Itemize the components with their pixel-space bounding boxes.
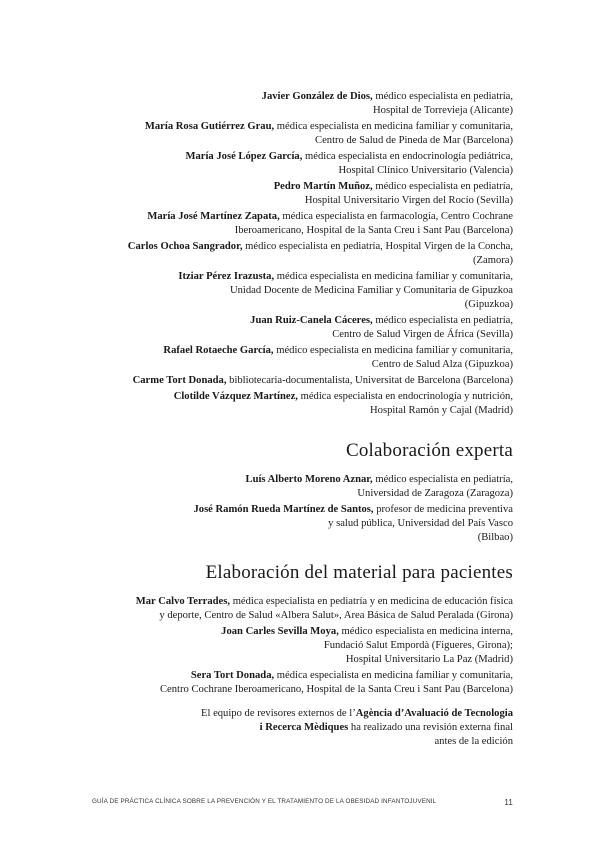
patient-material-heading: Elaboración del material para pacientes [205, 562, 513, 583]
contributor-name: Carlos Ochoa Sangrador, [127, 241, 243, 252]
patient-material-list [92, 595, 513, 697]
contributor-entry [92, 669, 513, 697]
contributor-affiliation: médica especialista en farmacología, Centro Cochrane [282, 211, 513, 222]
contributor-name: María José Martínez Zapata, [147, 211, 280, 222]
contributor-affiliation: bibliotecaria-documentalista, Universitat de Barcelona (Barcelona) [229, 375, 513, 386]
contributor-entry [92, 314, 513, 342]
contributor-affiliation: Hospital Universitario Virgen del Rocío (Sevilla) [304, 195, 513, 206]
contributor-name: Luís Alberto Moreno Aznar, [245, 474, 373, 485]
page-number: 11 [504, 798, 513, 807]
contributor-affiliation: médico especialista en pediatría, [375, 91, 513, 102]
review-organization-name-cont: i Recerca Mèdiques [259, 722, 349, 733]
contributor-affiliation: y deporte, Centro de Salud «Albera Salut», Area Básica de Salud Peralada (Girona) [159, 610, 513, 621]
contributor-entry [92, 90, 513, 118]
contributor-affiliation: Hospital Clínico Universitario (Valencia) [338, 165, 513, 176]
contributor-affiliation: médico especialista en medicina interna, [341, 626, 513, 637]
page-footer [92, 798, 513, 807]
contributor-entry [92, 120, 513, 148]
contributor-entry [92, 240, 513, 268]
contributor-affiliation: profesor de medicina preventiva [376, 504, 513, 515]
contributor-name: Clotilde Vázquez Martínez, [173, 391, 298, 402]
contributor-affiliation: médica especialista en medicina familiar y comunitaria, [276, 121, 513, 132]
contributor-affiliation: (Bilbao) [477, 532, 513, 543]
contributor-name: Itziar Pérez Irazusta, [178, 271, 275, 282]
contributor-entry [92, 503, 513, 545]
contributor-affiliation: Hospital de Torrevieja (Alicante) [373, 105, 513, 116]
contributor-name: Joan Carles Sevilla Moya, [221, 626, 339, 637]
contributor-name: Carme Tort Donada, [132, 375, 227, 386]
contributor-name: Rafael Rotaeche García, [163, 345, 274, 356]
contributor-name: Sera Tort Donada, [190, 670, 275, 681]
contributor-entry [92, 270, 513, 312]
expert-list [92, 473, 513, 545]
contributor-affiliation: médica especialista en endocrinología y nutrición, [300, 391, 513, 402]
contributor-affiliation: Hospital Ramón y Cajal (Madrid) [370, 405, 513, 416]
contributor-affiliation: médica especialista en medicina familiar y comunitaria, [276, 271, 513, 282]
contributor-affiliation: médico especialista en pediatría, Hospital Virgen de la Concha, [245, 241, 513, 252]
external-review-note: El equipo de revisores externos de l’Agència d’Avaluació de Tecnologia i Recerca Mèdiques ha realizado una revisión externa final antes de la edición [201, 708, 513, 747]
contributor-entry [92, 473, 513, 501]
contributor-affiliation: (Zamora) [473, 255, 513, 266]
contributor-entry [92, 150, 513, 178]
contributor-entry [92, 390, 513, 418]
contributor-affiliation: médica especialista en medicina familiar y comunitaria, [276, 670, 513, 681]
contributor-entry [92, 374, 513, 388]
contributor-affiliation: Universidad de Zaragoza (Zaragoza) [357, 488, 513, 499]
contributor-affiliation: Centro de Salud Alza (Gipuzkoa) [371, 359, 513, 370]
contributor-name: José Ramón Rueda Martínez de Santos, [193, 504, 374, 515]
contributor-affiliation: médico especialista en medicina familiar y comunitaria, [276, 345, 513, 356]
running-title: GUÍA DE PRÁCTICA CLÍNICA SOBRE LA PREVENCIÓN Y EL TRATAMIENTO DE LA OBESIDAD INFANTOJUVENIL [92, 798, 437, 805]
contributor-affiliation: médico especialista en pediatría, [375, 181, 513, 192]
contributor-affiliation: médica especialista en endocrinología pediátrica, [305, 151, 513, 162]
contributor-affiliation: Hospital Universitario La Paz (Madrid) [345, 654, 513, 665]
contributor-entry [92, 180, 513, 208]
contributor-affiliation: Centro de Salud de Pineda de Mar (Barcelona) [315, 135, 513, 146]
contributor-entry [92, 625, 513, 667]
contributor-affiliation: (Gipuzkoa) [464, 299, 513, 310]
contributor-name: María Rosa Gutiérrez Grau, [144, 121, 275, 132]
contributor-affiliation: Unidad Docente de Medicina Familiar y Comunitaria de Gipuzkoa [229, 285, 513, 296]
expert-collaboration-heading: Colaboración experta [345, 440, 513, 461]
contributor-affiliation: Centro Cochrane Iberoamericano, Hospital de la Santa Creu i Sant Pau (Barcelona) [159, 684, 513, 695]
contributor-affiliation: Iberoamericano, Hospital de la Santa Creu i Sant Pau (Barcelona) [234, 225, 513, 236]
contributor-affiliation: médico especialista en pediatría, [375, 474, 513, 485]
contributor-name: Mar Calvo Terrades, [135, 596, 231, 607]
contributor-entry [92, 210, 513, 238]
contributor-name: Juan Ruiz-Canela Cáceres, [250, 315, 373, 326]
review-organization-name: Agència d’Avaluació de Tecnologia [355, 708, 513, 719]
contributor-affiliation: Fundació Salut Empordà (Figueres, Girona); [323, 640, 513, 651]
author-list [92, 90, 513, 418]
contributor-entry [92, 595, 513, 623]
contributor-name: Javier González de Dios, [261, 91, 373, 102]
contributor-name: Pedro Martín Muñoz, [273, 181, 373, 192]
page-content [92, 90, 513, 749]
contributor-affiliation: médico especialista en pediatría, [375, 315, 513, 326]
contributor-name: María José López García, [185, 151, 303, 162]
contributor-entry [92, 344, 513, 372]
contributor-affiliation: Centro de Salud Virgen de África (Sevilla) [332, 329, 513, 340]
contributor-affiliation: médica especialista en pediatría y en medicina de educación física [232, 596, 513, 607]
contributor-affiliation: y salud pública, Universidad del País Vasco [328, 518, 513, 529]
